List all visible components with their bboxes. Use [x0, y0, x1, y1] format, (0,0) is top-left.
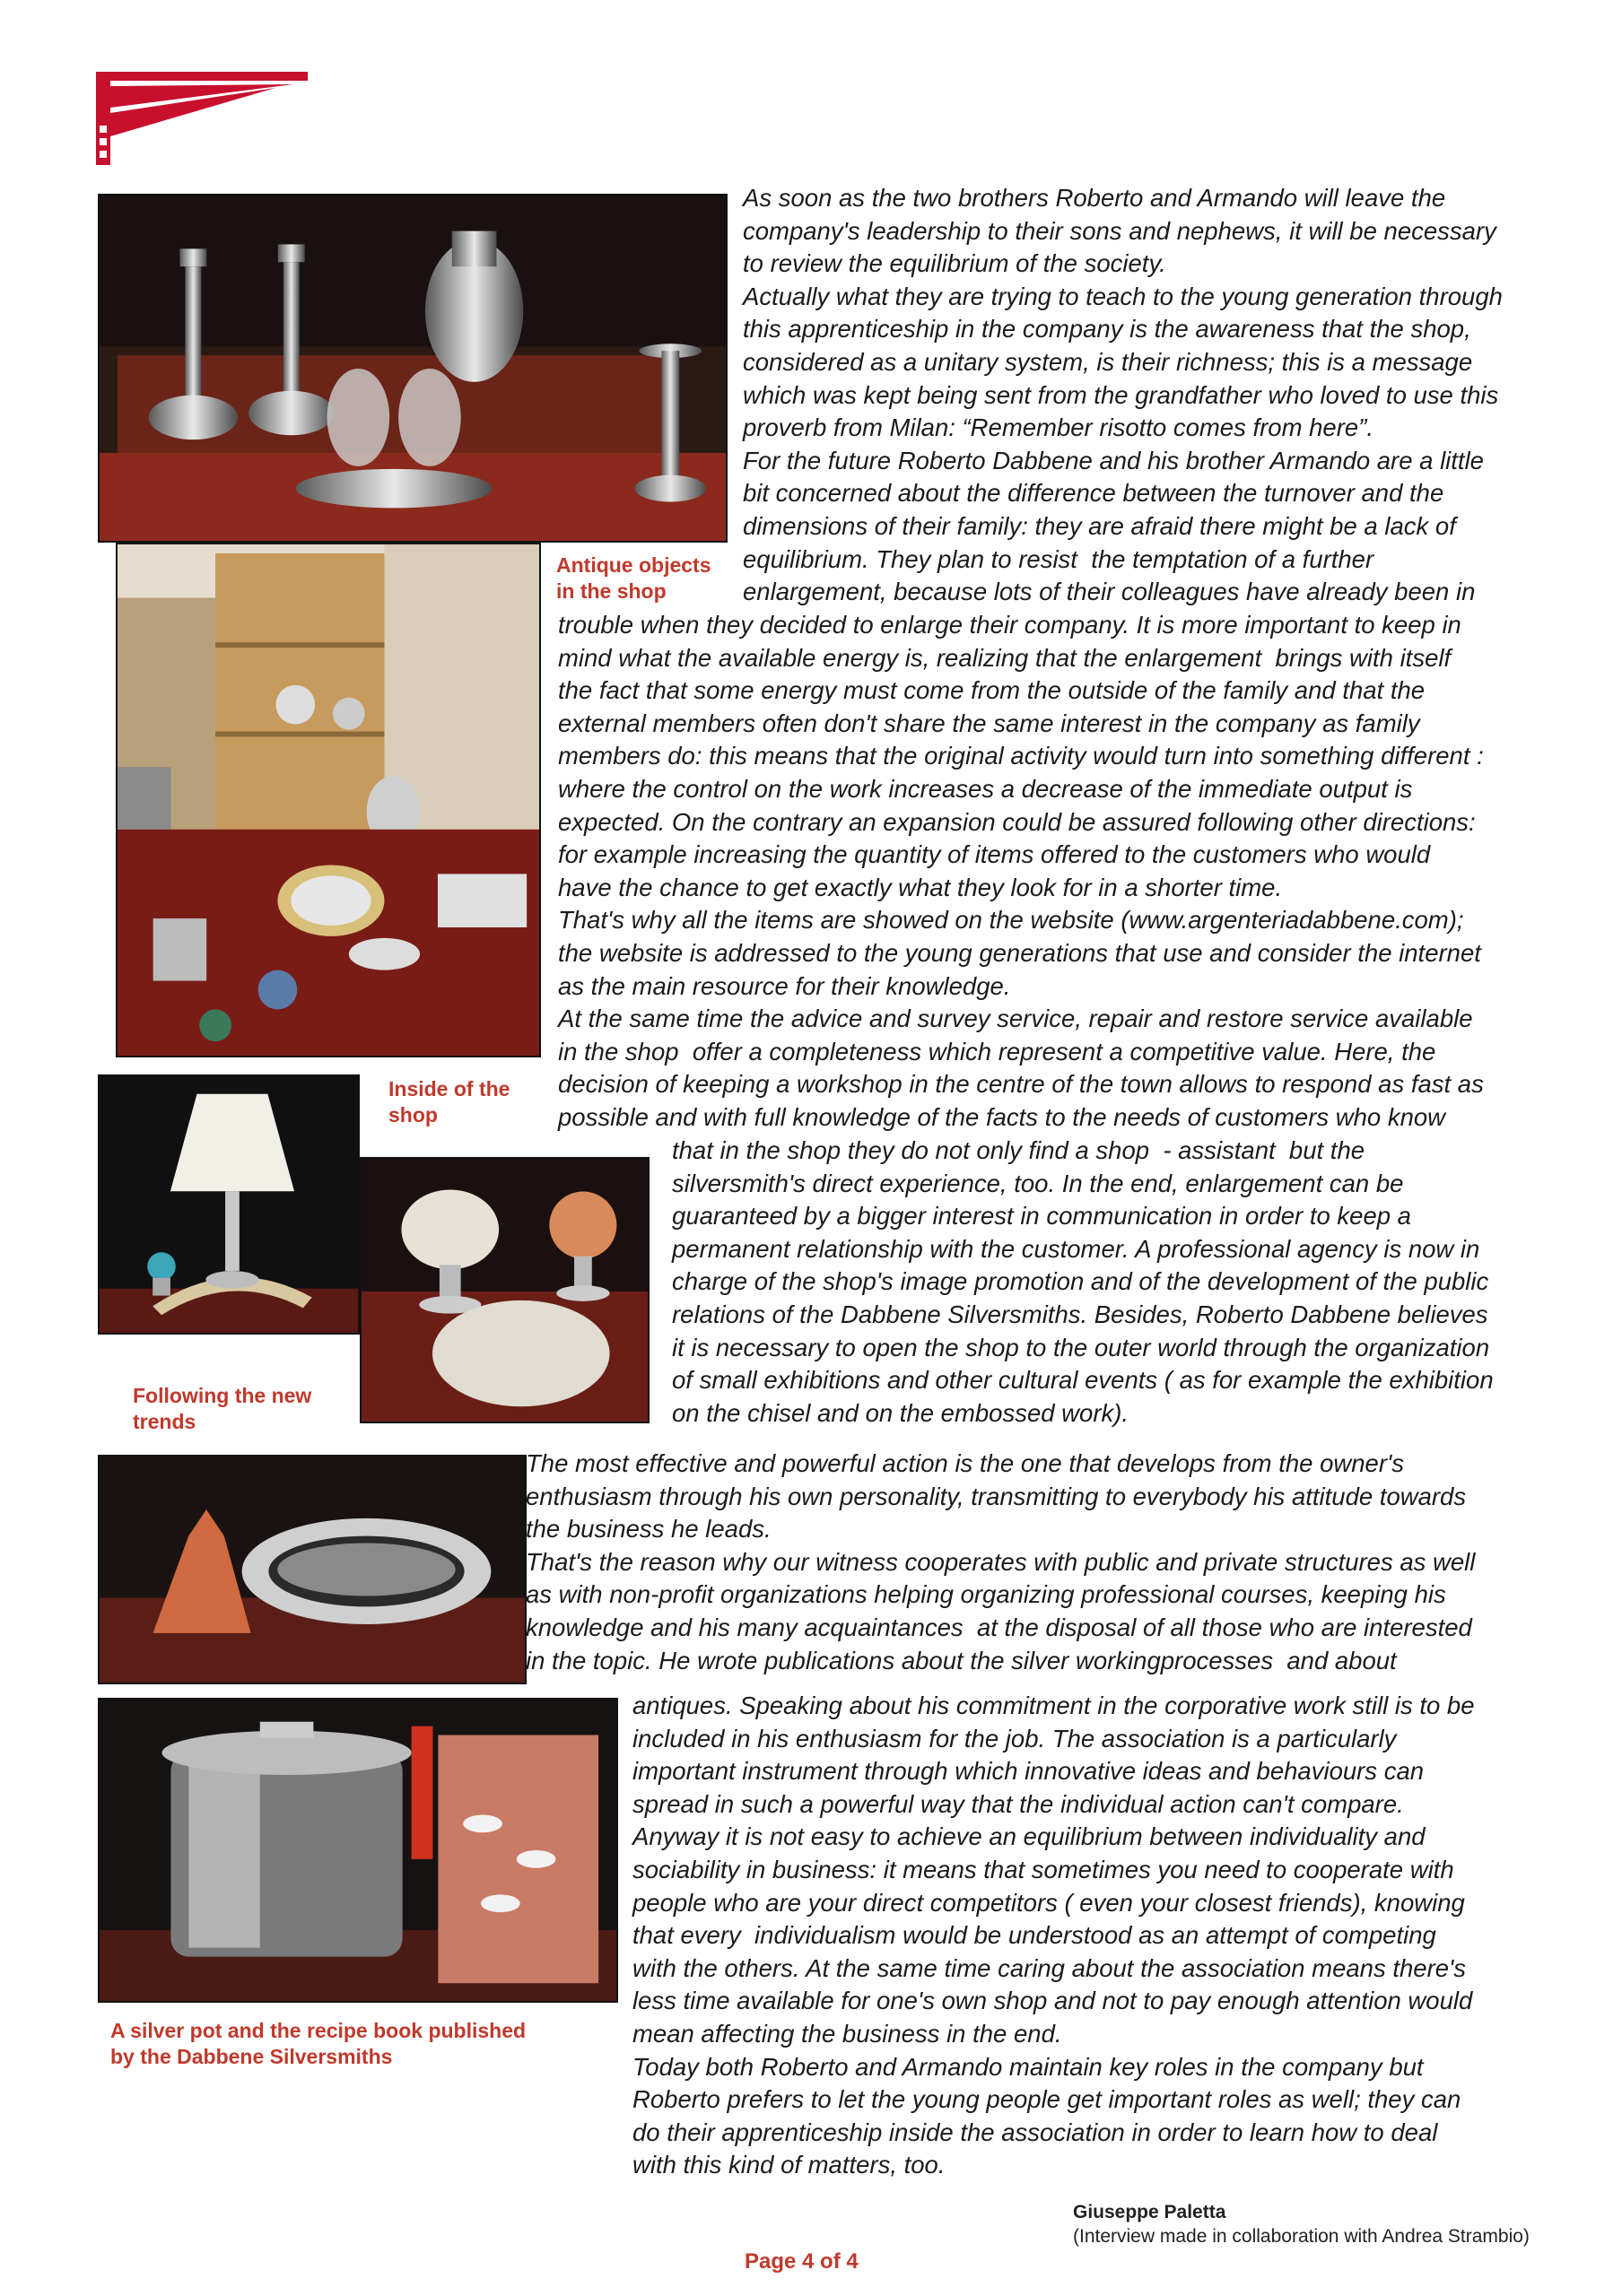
caption-silver-pot: A silver pot and the recipe book published by the Dabbene Silversmiths [110, 2019, 527, 2068]
author-note: (Interview made in collaboration with Andrea Strambio) [1073, 2226, 1530, 2247]
article-text-block-1: As soon as the two brothers Roberto and Armando will leave the company's leadership to their sons and nephews, it will be necessary to review the equilibrium of the society. Actually what they are trying to teach to the young generation through this apprenticeship in the company is the awareness that the shop, considered as a unitary system, is their richness; this is a message which was kept being sent from the grandfather who loved to use this proverb from Milan: “Remember risotto comes from here”. For the future Roberto Dabbene and his brother Armando are a little bit concerned about the difference between the turnover and the dimensions of their family: they are afraid there might be a lack of equilibrium. They plan to resist the temptation of a further enlargement, because lots of their colleagues have already been in [743, 184, 1503, 606]
photo-shells [360, 1157, 650, 1423]
article-text-block-5: antiques. Speaking about his commitment in the corporative work still is to be included in his enthusiasm for the job. The association is a particularly important instrument through which innovative ideas and behaviours can spread in such a powerful way that the individual action can't compare. Anyway it is not easy to achieve an equilibrium between individuality and sociability in business: it means that sometimes you need to cooperate with people who are your direct competitors ( even your closest friends), knowing that every individualism would be understood as an attempt of competing with the others. At the same time caring about the association means there's less time available for one's own shop and not to pay enough attention would mean affecting the business in the end. Today both Roberto and Armando maintain key roles in the company but Roberto prefers to let the young people get important roles as well; they can do their apprenticeship inside the association in order to learn how to deal with this kind of matters, too. [632, 1692, 1475, 2179]
caption-new-trends: Following the new trends [133, 1384, 312, 1433]
article-text-block-2: trouble when they decided to enlarge their company. It is more important to keep in mind what the available energy is, realizing that the enlargement brings with itself the fact that some energy must come from the outside of the family and that the external members often don't share the same interest in the company as family members do: this means that the original activity would turn into something different : where the control on the work increases a decrease of the immediate output is expected. On the contrary an expansion could be assured following other directions: for example increasing the quantity of items offered to the customers who would have the chance to get exactly what they look for in a shorter time. That's why all the items are showed on the website (www.argenteriadabbene.com); the website is addressed to the young generations that use and consider the internet as the main resource for their knowledge. At the same time the advice and survey service, repair and restore service available in the shop offer a completeness which represent a competitive value. Here, the decision of keeping a workshop in the centre of the town allows to respond as fast as possible and with full knowledge of the facts to the needs of customers who know [558, 611, 1484, 1131]
photo-antique-objects [98, 194, 728, 543]
article-text-block-4: The most effective and powerful action is the one that develops from the owner's enthusiasm through his own personality, transmitting to everybody his attitude towards the business he leads. That's the reason why our witness cooperates with public and private structures as well as with non-profit organizations helping organizing professional courses, keeping his knowledge and his many acquaintances at the disposal of all those who are interested in the topic. He wrote publications about the silver workingprocesses and about [526, 1449, 1476, 1674]
publisher-logo [96, 72, 308, 165]
photo-silver-pot [98, 1698, 618, 2003]
photo-silver-basket [98, 1455, 527, 1684]
author-name: Giuseppe Paletta [1073, 2202, 1226, 2222]
photo-inside-shop [116, 543, 541, 1057]
caption-antique-objects: Antique objects in the shop [556, 553, 711, 603]
article-text-block-3: that in the shop they do not only find a shop - assistant but the silversmith's direct experience, too. In the end, enlargement can be guaranteed by a bigger interest in communication in order to keep a permanent relationship with the customer. A professional agency is now in charge of the shop's image promotion and of the development of the public relations of the Dabbene Silversmiths. Besides, Roberto Dabbene believes it is necessary to open the shop to the outer world through the organization of small exhibitions and other cultural events ( as for example the exhibition on the chisel and on the embossed work). [672, 1136, 1494, 1427]
caption-inside-shop: Inside of the shop [388, 1077, 510, 1126]
page-number: Page 4 of 4 [745, 2249, 859, 2274]
photo-new-trends [98, 1074, 360, 1335]
